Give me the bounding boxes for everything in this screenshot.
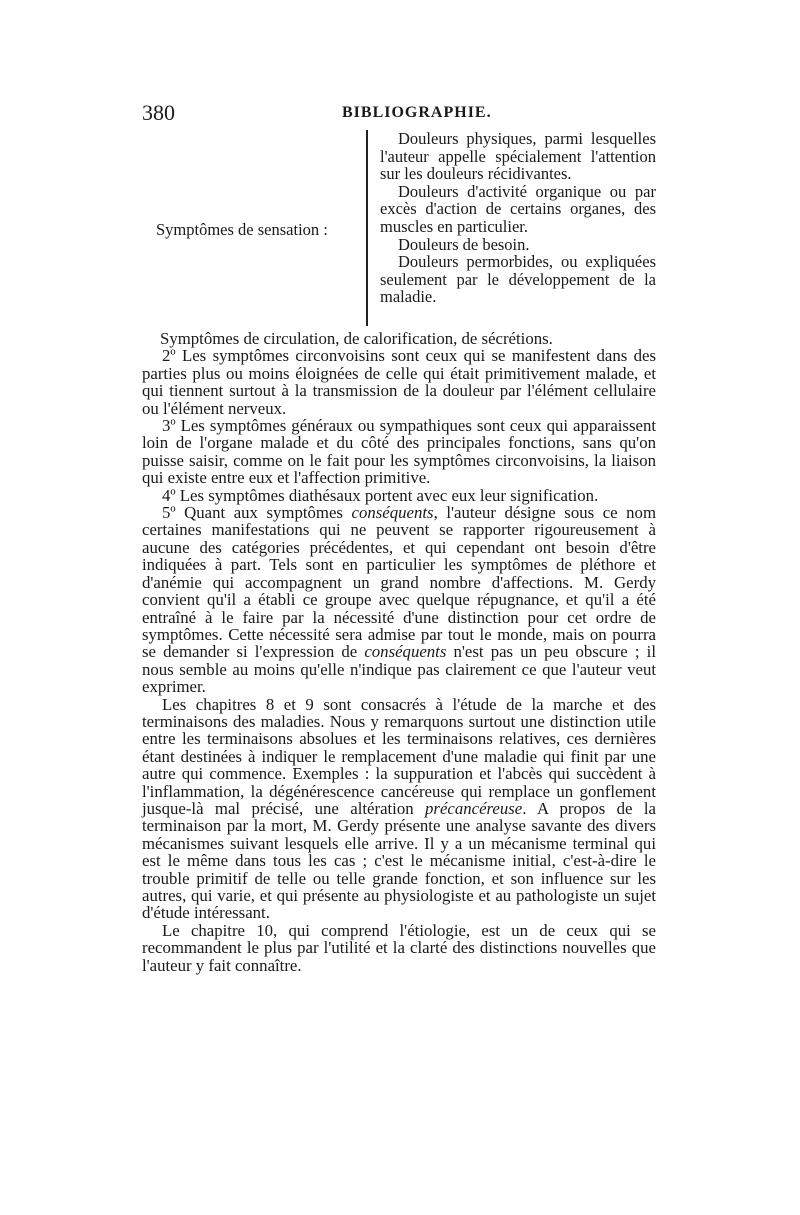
italic-term: conséquents — [351, 503, 434, 523]
classification-item: Douleurs physiques, parmi lesquelles l'auteur appelle spécialement l'attention sur les douleurs récidivantes. — [380, 129, 656, 184]
curly-brace — [366, 130, 378, 326]
paragraph: Symptômes de circulation, de calorification, de sécrétions. — [160, 329, 553, 348]
page-number: 380 — [142, 100, 175, 125]
running-head: BIBLIOGRAPHIE. — [342, 104, 492, 121]
italic-term: conséquents — [364, 642, 447, 662]
paragraph — [142, 504, 656, 695]
page-header — [142, 100, 656, 126]
text-run: 5º Quant aux symptômes — [162, 503, 352, 523]
paragraph: 2º Les symptômes circonvoisins sont ceux qui se manifestent dans des parties plus ou moins éloignées de celle qui était primitivement malade, et qui tiennent surtout à la transmission de la douleur par l'élément cellulaire ou l'élément nerveux. — [142, 346, 656, 418]
paragraph — [142, 696, 656, 922]
classification-label: Symptômes de sensation : — [156, 220, 328, 239]
text-run: , l'auteur désigne sous ce nom certaines manifestations qui ne peuvent se rapporter rigoureusement à aucune des catégories précédentes, et qui cependant ont besoin d'être indiquées à part. Tels sont en particulier les symptômes de pléthore et d'anémie qui accompagnent un grand nombre d'affections. M. Gerdy convient qu'il a établi ce groupe avec quelque répugnance, et qu'il a été entraîné à le faire par la nécessité d'une distinction pour cet ordre de symptômes. Cette nécessité sera admise par tout le monde, mais on pourra se demander si l'expression de — [142, 503, 656, 662]
text-run: . A propos de la terminaison par la mort, M. Gerdy présente une analyse savante des divers mécanismes suivant lesquels elle arrive. Il y a un mécanisme terminal qui est le même dans tous les cas ; c'est le mécanisme initial, c'est-à-dire le trouble primitif de telle ou telle grande fonction, et son influence sur les autres, qui varie, et qui présente au physiologiste et au pathologiste un sujet d'étude intéressant. — [142, 798, 656, 923]
classification-item: Douleurs d'activité organique ou par excès d'action de certains organes, des muscles en particulier. — [380, 181, 656, 236]
classification-item: Douleurs permorbides, ou expliquées seulement par le développement de la maladie. — [380, 252, 656, 307]
italic-term: précancéreuse — [425, 798, 523, 818]
paragraph: Le chapitre 10, qui comprend l'étiologie, est un de ceux qui se recommandent le plus par l'utilité et la clarté des distinctions nouvelles que l'auteur y fait connaître. — [142, 920, 656, 975]
symptom-classification — [142, 130, 656, 330]
paragraph: 3º Les symptômes généraux ou sympathiques sont ceux qui apparaissent loin de l'organe malade et du côté des principales fonctions, sans qu'on puisse saisir, comme on le fait pour les symptômes circonvoisins, la liaison qui existe entre eux et l'affection primitive. — [142, 416, 656, 488]
text-run: n'est pas un peu obscure ; il nous semble au moins qu'elle n'indique pas clairement ce que l'auteur veut exprimer. — [142, 642, 656, 697]
classification-item: Douleurs de besoin. — [398, 234, 530, 254]
paragraph: 4º Les symptômes diathésaux portent avec eux leur signification. — [162, 485, 599, 505]
text-run: Les chapitres 8 et 9 sont consacrés à l'étude de la marche et des terminaisons des maladies. Nous y remarquons surtout une distinction utile entre les terminaisons absolues et les terminaisons relatives, ces dernières étant destinées à indiquer le remplacement d'une maladie qui finit par une autre qui commence. Exemples : la suppuration et l'abcès qui succèdent à l'inflammation, la dégénérescence cancéreuse qui remplace un gonflement jusque-là mal précisé, une altération — [142, 694, 656, 818]
classification-items — [380, 130, 656, 306]
body-text — [142, 330, 656, 974]
